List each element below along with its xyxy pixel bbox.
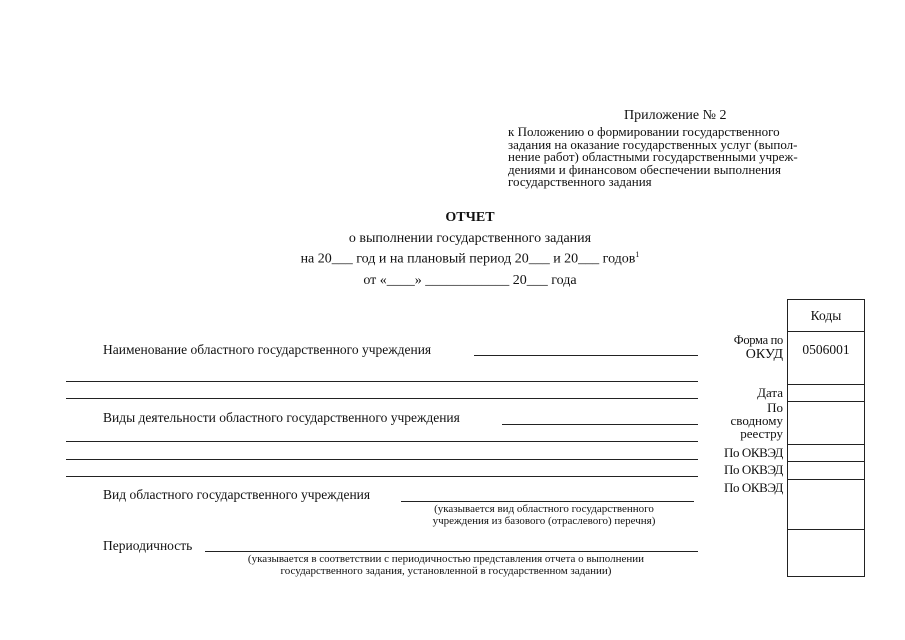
appendix-line: задания на оказание государственных услуг (выпол- [508,136,798,152]
appendix-line: нение работ) областными государственными учреж- [508,149,798,164]
institution-type-label: Вид областного государственного учреждения [103,487,371,502]
appendix-reference [508,126,853,189]
footnote-marker: 1 [635,250,640,259]
appendix-line: государственного задания [508,174,652,189]
institution-name-line-2[interactable] [66,381,698,382]
note-line: (указывается вид областного государственного [434,503,654,515]
registry-label-1: По [767,400,783,415]
appendix-line: дениями и финансовом обеспечении выполнения [508,161,781,177]
report-date-line: от «____» ____________ 20___ года [363,273,577,288]
report-period-line [0,250,905,268]
report-subtitle: о выполнении государственного задания [348,231,592,246]
activities-label: Виды деятельности областного государственного учреждения [103,410,460,425]
periodicity-note [200,553,692,577]
date-cell[interactable] [788,384,864,402]
institution-name-line-3[interactable] [66,398,698,399]
okved-label-3: По ОКВЭД [723,480,783,495]
appendix-title: Приложение № 2 [624,108,727,123]
form-okud-label-2: ОКУД [745,347,783,362]
okved-cell-3[interactable] [788,479,864,530]
institution-type-line[interactable] [401,501,694,502]
institution-type-note [402,503,686,527]
activities-line[interactable] [502,424,698,425]
report-title: ОТЧЕТ [445,210,495,225]
note-line: государственного задания, установленной в государственном задании) [280,565,612,577]
date-label: Дата [757,385,783,400]
okud-code: 0506001 [802,342,850,357]
periodicity-label: Периодичность [103,538,193,553]
codes-table [787,299,865,577]
activities-line-3[interactable] [66,459,698,460]
activities-line-2[interactable] [66,441,698,442]
institution-name-label: Наименование областного государственного учреждения [103,342,432,357]
okved-label-2: По ОКВЭД [723,462,783,477]
okved-cell-2[interactable] [788,461,864,480]
registry-label-2: сводному [730,413,783,428]
periodicity-line[interactable] [205,551,698,552]
activities-line-4[interactable] [66,476,698,477]
registry-label-3: реестру [740,426,783,441]
appendix-line: к Положению о формировании государственного [508,124,780,139]
report-period-text: на 20___ год и на плановый период 20___ и 20___ годов [300,251,636,267]
note-line: (указывается в соответствии с периодичностью представления отчета о выполнении [247,553,645,565]
form-okud-label-1: Форма по [733,333,783,347]
note-line: учреждения из базового (отраслевого) перечня) [432,515,656,527]
okved-cell-1[interactable] [788,444,864,462]
okud-code-cell[interactable] [788,331,864,385]
codes-header: Коды [810,308,842,323]
institution-name-line[interactable] [474,355,698,356]
codes-header-row [788,300,864,332]
okved-label-1: По ОКВЭД [723,445,783,460]
registry-cell[interactable] [788,401,864,445]
